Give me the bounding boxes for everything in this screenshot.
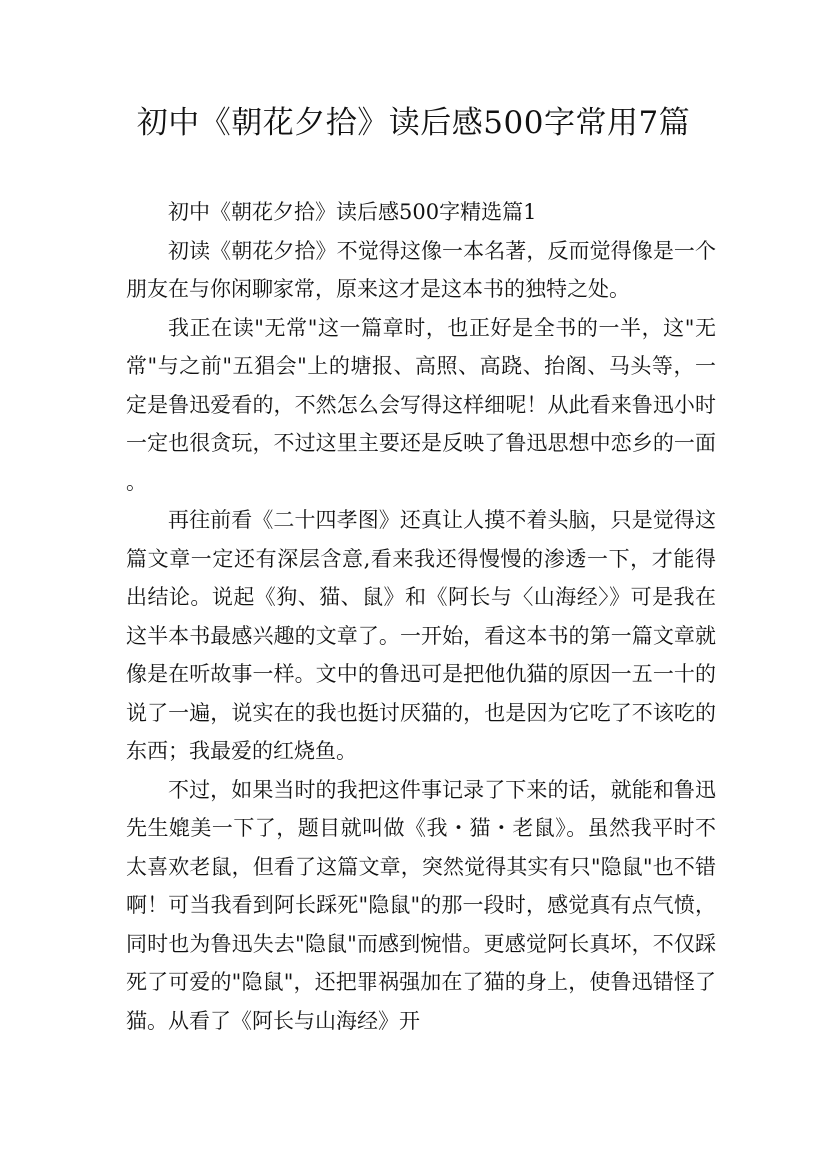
paragraph: 初读《朝花夕拾》不觉得这像一本名著，反而觉得像是一个朋友在与你闲聊家常，原来这才是这本书的独特之处。	[126, 238, 716, 301]
document-body	[126, 193, 716, 1040]
paragraph: 再往前看《二十四孝图》还真让人摸不着头脑，只是觉得这篇文章一定还有深层含意,看来我还得慢慢的渗透一下，才能得出结论。说起《狗、猫、鼠》和《阿长与〈山海经〉》可是我在这半本书最感兴趣的文章了。一开始，看这本书的第一篇文章就像是在听故事一样。文中的鲁迅可是把他仇猫的原因一五一十的说了一遍，说实在的我也挺讨厌猫的，也是因为它吃了不该吃的东西；我最爱的红烧鱼。	[126, 508, 716, 763]
paragraph: 我正在读"无常"这一篇章时，也正好是全书的一半，这"无常"与之前"五猖会"上的塘报、高照、高跷、抬阁、马头等，一定是鲁迅爱看的，不然怎么会写得这样细呢！从此看来鲁迅小时一定也很贪玩，不过这里主要还是反映了鲁迅思想中恋乡的一面。	[126, 315, 716, 494]
section-heading: 初中《朝花夕拾》读后感500字精选篇1	[168, 200, 537, 224]
paragraph: 不过，如果当时的我把这件事记录了下来的话，就能和鲁迅先生媲美一下了，题目就叫做《我・猫・老鼠》。虽然我平时不太喜欢老鼠，但看了这篇文章，突然觉得其实有只"隐鼠"也不错啊！可当我看到阿长踩死"隐鼠"的那一段时，感觉真有点气愤，同时也为鲁迅失去"隐鼠"而感到惋惜。更感觉阿长真坏，不仅踩死了可爱的"隐鼠"，还把罪祸强加在了猫的身上，使鲁迅错怪了猫。从看了《阿长与山海经》开	[126, 777, 716, 1033]
document-title: 初中《朝花夕拾》读后感500字常用7篇	[136, 105, 691, 141]
